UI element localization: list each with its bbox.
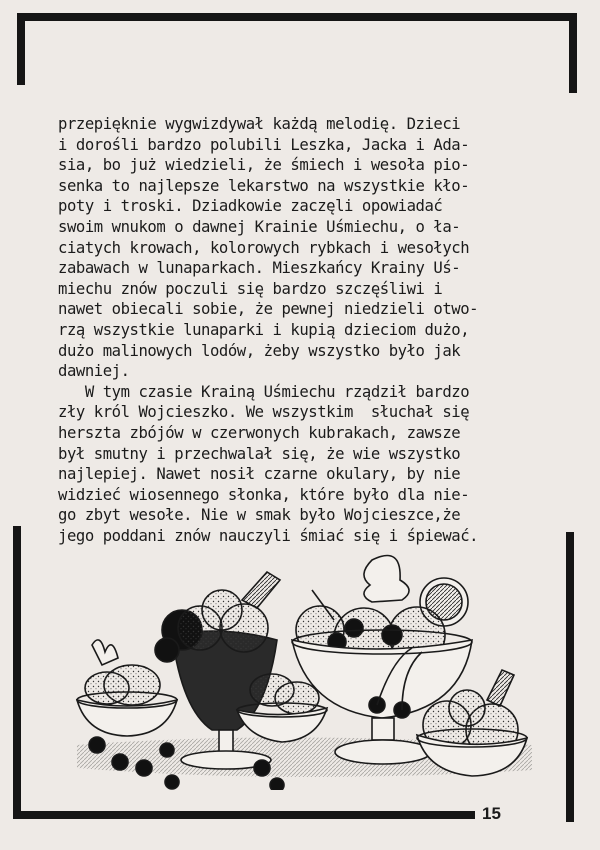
frame-top-left-post (17, 13, 25, 85)
story-text (58, 114, 558, 546)
text-line: poty i troski. Dziadkowie zaczęli opowiadać (58, 197, 443, 216)
text-line: W tym czasie Krainą Uśmiechu rządził bardzo (58, 382, 470, 401)
text-line: zabawach w lunaparkach. Mieszkańcy Krainy Uś- (58, 259, 461, 278)
text-line: zły król Wojcieszko. We wszystkim słuchał się (58, 403, 470, 422)
text-line: i dorośli bardzo polubili Leszka, Jacka i Ada- (58, 135, 470, 154)
page-number: 15 (482, 804, 501, 823)
frame-top-bar (17, 13, 577, 21)
text-line: herszta zbójów w czerwonych kubrakach, zawsze (58, 423, 461, 442)
text-line: jego poddani znów nauczyli śmiać się i śpiewać. (58, 526, 479, 545)
text-line: senka to najlepsze lekarstwo na wszystkie kło- (58, 176, 470, 195)
ice-cream-illustration (72, 540, 542, 790)
text-line: rzą wszystkie lunaparki i kupią dzieciom dużo, (58, 320, 470, 339)
text-line: miechu znów poczuli się bardzo szczęśliwi i (58, 279, 443, 298)
text-line: go zbyt wesołe. Nie w smak było Wojcieszce,że (58, 506, 461, 525)
paragraph-2 (58, 382, 558, 547)
text-line: sia, bo już wiedzieli, że śmiech i wesoła pio- (58, 156, 470, 175)
text-line: był smutny i przechwalał się, że wie wszystko (58, 444, 461, 463)
frame-bottom-left-post (13, 526, 21, 818)
text-line: ciatych krowach, kolorowych rybkach i wesołych (58, 238, 470, 257)
text-line: nawet obiecali sobie, że pewnej niedzieli otwo- (58, 300, 479, 319)
frame-top-right-post (569, 13, 577, 93)
text-line: widzieć wiosennego słonka, które było dla nie- (58, 485, 470, 504)
text-line: swoim wnukom o dawnej Krainie Uśmiechu, o ła- (58, 217, 461, 236)
text-line: przepięknie wygwizdywał każdą melodię. Dzieci (58, 115, 461, 133)
text-line: najlepiej. Nawet nosił czarne okulary, by nie (58, 465, 461, 484)
frame-bottom-bar (13, 811, 475, 819)
paragraph-1 (58, 114, 558, 382)
text-line: dużo malinowych lodów, żeby wszystko było jak (58, 341, 461, 360)
text-line: dawniej. (58, 362, 130, 381)
frame-bottom-right-post (566, 532, 574, 822)
